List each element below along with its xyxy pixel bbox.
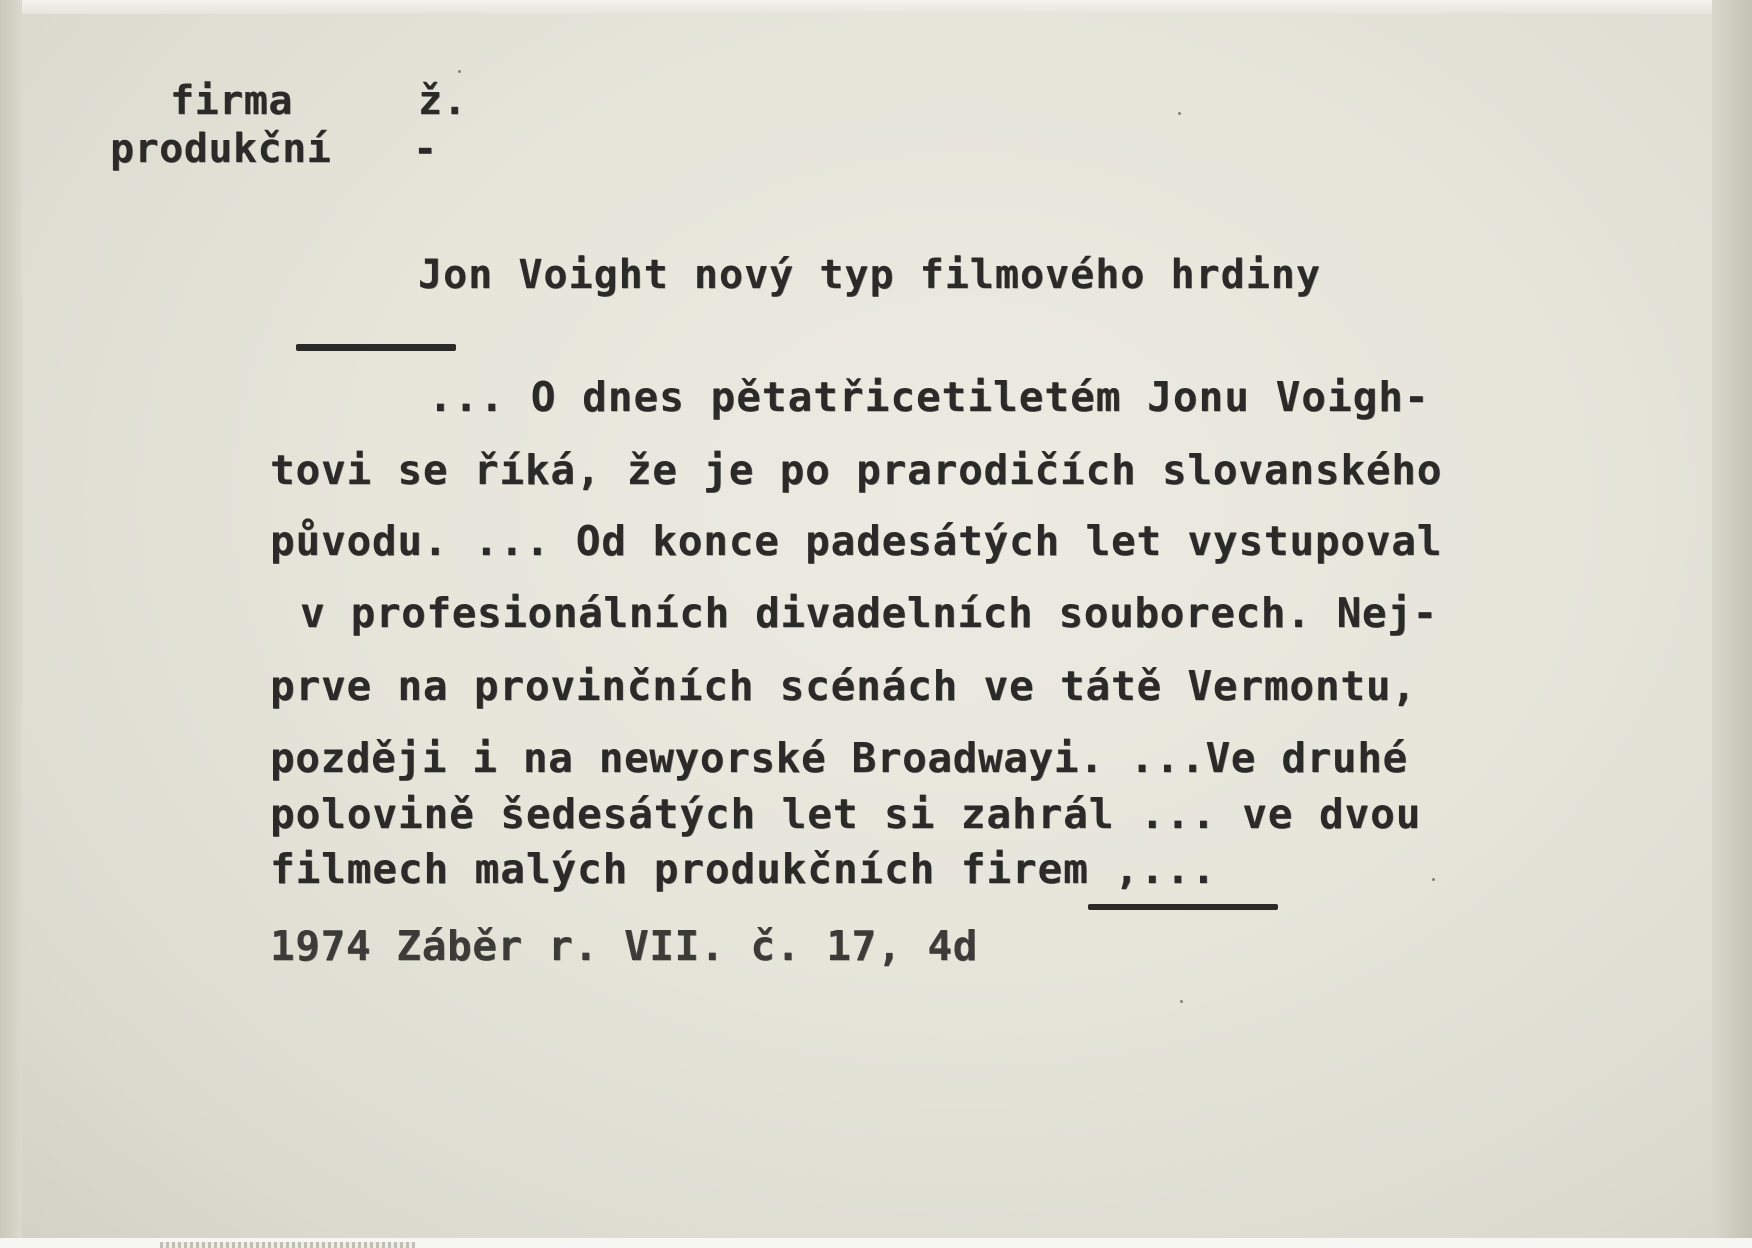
- paper-speck: [1178, 112, 1181, 115]
- body-line-3: původu. ... Od konce padesátých let vystupoval: [270, 517, 1443, 565]
- header-mark-1: ž.: [418, 78, 468, 124]
- body-line-4: v profesionálních divadelních souborech. Nej-: [300, 589, 1438, 637]
- body-line-7: polovině šedesátých let si zahrál ... ve dvou: [270, 790, 1422, 838]
- firem-underline: [1088, 904, 1278, 910]
- card-right-edge: [1712, 0, 1752, 1248]
- body-line-8: filmech malých produkčních firem ,...: [270, 845, 1217, 893]
- header-word-firma: firma: [170, 78, 293, 124]
- card-bottom-perforation: [160, 1242, 415, 1248]
- body-line-5: prve na provinčních scénách ve tátě Vermontu,: [270, 662, 1417, 710]
- paper-speck: [1432, 878, 1435, 881]
- header-mark-2: -: [413, 126, 438, 172]
- paper-speck: [1180, 1000, 1183, 1003]
- article-title: Jon Voight nový typ filmového hrdiny: [418, 252, 1321, 298]
- body-line-6: později i na newyorské Broadwayi. ...Ve druhé: [270, 734, 1408, 782]
- header-word-produkcni: produkční: [110, 126, 332, 172]
- body-line-1: ... O dnes pětatřicetiletém Jonu Voigh-: [428, 373, 1430, 421]
- paper-speck: [458, 70, 461, 73]
- source-citation: 1974 Záběr r. VII. č. 17, 4d: [270, 922, 978, 970]
- body-line-2: tovi se říká, že je po prarodičích slovanského: [270, 446, 1443, 494]
- card-top-edge: [0, 0, 1752, 14]
- title-underline: [296, 344, 456, 351]
- card-left-edge: [0, 0, 22, 1248]
